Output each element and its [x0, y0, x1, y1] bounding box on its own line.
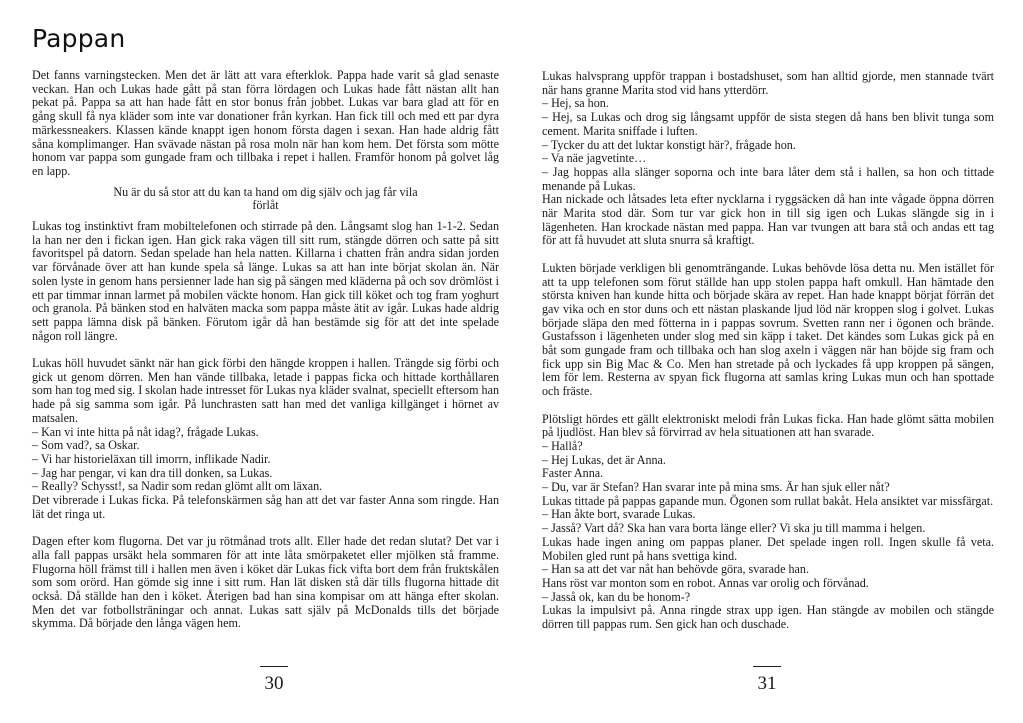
- paragraph: Han nickade och låtsades leta efter nycklarna i ryggsäcken då han inte vågade öppna dörren när Marita stod där. Som tur var gick hon in till sig igen och Lukas slängde sig in i lägenheten. Han krockade nästan med pappa. Han var tvungen att bara stå och andas ett tag för att få huvudet att sluta snurra så kraftigt.: [542, 192, 994, 248]
- suicide-note-line: Nu är du så stor att du kan ta hand om dig själv och jag får vila: [113, 184, 418, 199]
- paragraph: Dagen efter kom flugorna. Det var ju rötmånad trots allt. Eller hade det redan slutat? Det var i alla fall pappas ursäkt hela sommaren för att inte låta smörpaketet eller mjölken stå framme. Flugorna höll främst till i hallen men även i köket där Lukas fick vifta bort dem från fruktskålen som som orörd. Han gömde sig inne i sitt rum. Han lät disken stå där tills flugorna hittade dit också. Då ställde han den i köket. Återigen bad han sina kompisar om att hänga efter skolan. Men det var fotbollsträningar och annat. Lukas satt själv på McDonalds tills det började skymma. Då började den långa vägen hem.: [32, 534, 499, 631]
- paragraph: Lukas tog instinktivt fram mobiltelefonen och stirrade på den. Långsamt slog han 1-1-2. Sedan la han ner den i fickan igen. Han gick raka vägen till sitt rum, stängde dörren och satte på sitt favoritspel på datorn. Sedan spelade han hela natten. Killarna i chatten från andra sidan jorden var förvånade över att han kunde spela så länge. Lukas sa att han inte börjat skolan än. När solen lyste in genom hans persienner lade han sig på sängen med kläderna på och sov drömlöst i ett par timmar innan larmet på mobilen väckte honom. Han gick till köket och tog fram yoghurt och granola. På bänken stod en halväten macka som pappa måste ätit av igår. Lukas hade aldrig sett pappa lämna disk på bänken. Förutom igår då han bestämde sig för att det inte spelade någon roll längre.: [32, 219, 499, 343]
- right-page-body: [542, 70, 994, 632]
- dialogue-line: – Hej Lukas, det är Anna.: [542, 452, 666, 467]
- paragraph-spacer: [32, 521, 499, 535]
- dialogue-line: – Jasså? Vart då? Ska han vara borta länge eller? Vi ska ju till mamma i helgen.: [542, 521, 926, 536]
- dialogue-line: – Va näe jagvetinte…: [542, 151, 647, 166]
- paragraph-spacer: [32, 343, 499, 357]
- paragraph: Plötsligt hördes ett gällt elektroniskt melodi från Lukas ficka. Han hade glömt sätta mobilen på ljudlöst. Han blev så förvirrad av hela situationen att han svarade.: [542, 411, 994, 440]
- paragraph: Lukas hade ingen aning om pappas planer. Det spelade ingen roll. Ingen skulle få veta. Mobilen gled runt på hans svettiga kind.: [542, 534, 994, 563]
- dialogue-line: – Kan vi inte hitta på nåt idag?, frågade Lukas.: [32, 424, 259, 439]
- paragraph: Lukas halvsprang uppför trappan i bostadshuset, som han alltid gjorde, men stannade tvärt när hans granne Marita stod vid hans ytterdörr.: [542, 69, 994, 97]
- dialogue-line: – Han sa att det var nåt han behövde göra, svarade han.: [542, 562, 809, 577]
- paragraph: Lukas höll huvudet sänkt när han gick förbi den hängde kroppen i hallen. Trängde sig förbi och gick ut genom dörren. Men han vände tillbaka, letade i pappas ficka och hittade korthållaren som han tog med sig. I skolan hade intresset för Lukas nya kläder svalnat, speciellt eftersom han hade på sig samma som igår. På lunchrasten satt han med det vanliga killgänget i hörnet av matsalen.: [32, 356, 499, 425]
- dialogue-line: – Hallå?: [542, 438, 583, 453]
- page-number-text: 30: [264, 673, 284, 694]
- paragraph: Det fanns varningstecken. Men det är lätt att vara efterklok. Pappa hade varit så glad senaste veckan. Han och Lukas hade gått på stan förra lördagen och Lukas hade fått nästan allt han pekat på. Pappa sa att han hade fått en stor bonus från jobbet. Lukas var bara glad att för en gång skull få nya kläder som inte var donationer från kyrkan. Han fick till och med ett par dyra märkessneakers. Klassen kände knappt igen honom första dagen i sexan. Han hade aldrig fått såna komplimanger. Han svävade nästan på rosa moln när han kom hem. Det första som mötte honom var pappa som gungade fram och tillbaka i repet i hallen. Framför honom på golvet låg en lapp.: [32, 68, 499, 178]
- paragraph: Det vibrerade i Lukas ficka. På telefonskärmen såg han att det var faster Anna som ringde. Han lät det ringa ut.: [32, 493, 499, 521]
- chapter-title: Pappan: [32, 24, 126, 53]
- paragraph-spacer: [542, 248, 994, 262]
- page-number-text: 31: [757, 673, 777, 694]
- paragraph-spacer: [542, 399, 994, 413]
- dialogue-line: – Som vad?, sa Oskar.: [32, 438, 140, 453]
- page-number: [254, 666, 294, 695]
- dialogue-line: – Han åkte bort, svarade Lukas.: [542, 507, 696, 522]
- paragraph: Lukas tittade på pappas gapande mun. Ögonen som rullat bakåt. Hela ansiktet var missfärgat.: [542, 493, 994, 508]
- right-page: [542, 0, 994, 723]
- dialogue-line: – Jag hoppas alla slänger soporna och inte bara låter dem stå i hallen, sa hon och tittade menande på Lukas.: [542, 164, 994, 193]
- dialogue-line: – Vi har historieläxan till imorrn, inflikade Nadir.: [32, 451, 271, 466]
- dialogue-line: – Hej, sa Lukas och drog sig långsamt uppför de sista stegen då hans ben blivit tunga som cement. Marita sniffade i luften.: [542, 110, 994, 138]
- dialogue-line: – Hej, sa hon.: [542, 96, 609, 111]
- narrative-line: Hans röst var monton som en robot. Annas var orolig och förvånad.: [542, 575, 869, 590]
- narrative-line: Faster Anna.: [542, 466, 604, 481]
- dialogue-line: – Really? Schysst!, sa Nadir som redan glömt allt om läxan.: [32, 479, 323, 494]
- paragraph: Lukas la impulsivt på. Anna ringde strax upp igen. Han stängde av mobilen och stängde dörren till pappas rum. Sen gick han och duschade.: [542, 603, 994, 632]
- page-number-rule: [260, 666, 288, 667]
- dialogue-line: – Jasså ok, kan du be honom-?: [542, 589, 691, 604]
- page-number-rule: [753, 666, 781, 667]
- dialogue-line: – Jag har pengar, vi kan dra till donken, sa Lukas.: [32, 465, 273, 480]
- dialogue-line: – Tycker du att det luktar konstigt här?, frågade hon.: [542, 137, 796, 152]
- dialogue-line: – Du, var är Stefan? Han svarar inte på mina sms. Är han sjuk eller nåt?: [542, 480, 890, 495]
- page-number: [747, 666, 787, 695]
- suicide-note-line: förlåt: [252, 198, 279, 213]
- left-page: [32, 0, 499, 723]
- paragraph: Lukten började verkligen bli genomträngande. Lukas behövde lösa detta nu. Men istället för att ta upp telefonen som förut ställde han upp stolen pappa haft omkull. Han hämtade den största kniven han kunde hitta och började skära av repet. Han hade knappt börjat förrän det gav vika och en stor duns och ett nästan plaskande ljud löd när kroppen slog i golvet. Lukas började släpa den med fötterna in i pappas sovrum. Svetten rann ner i ögonen och brände. Gustafsson i lägenheten under slog med sin käpp i taket. Det kändes som Lukas gick på en båt som gungade fram och tillbaka och han slog axeln i väggen när han böjde sig fram och fick upp sin Big Mac & Co. Men han stretade på och lyckades få upp kroppen på sängen, lem för lem. Resterna av spyan fick flugorna att samlas kring Lukas mun och han spottade och fräste.: [542, 260, 994, 399]
- left-page-body: [32, 69, 499, 631]
